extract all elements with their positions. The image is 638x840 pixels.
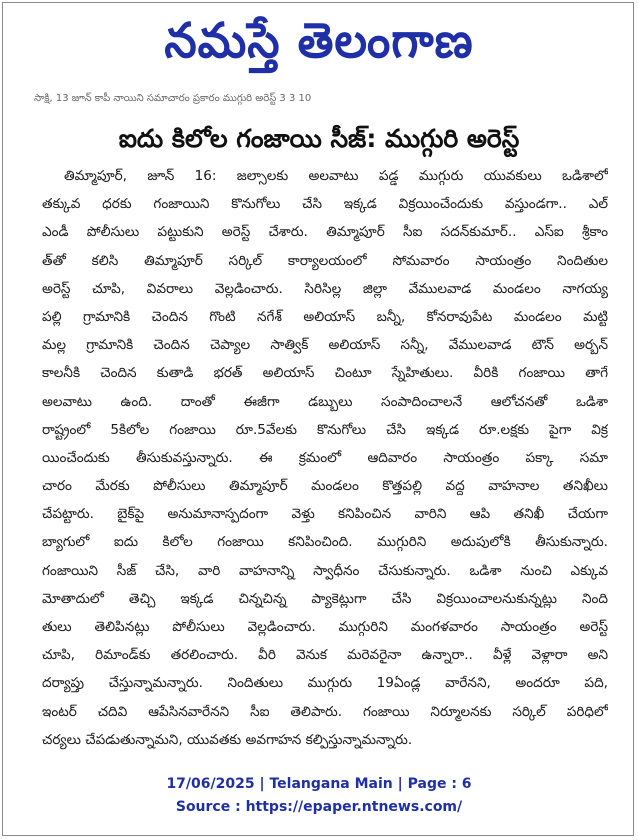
article-line: అలవాటు ఉంది. దాంతో ఈజీగా డబ్బులు సంపాదించాలనే ఆలోచనతో ఒడిశా [42,393,608,410]
article-line: ఎండీ పోలీసులు పట్టుకుని అరెస్ట్ చేశారు. తిమ్మాపూర్ సీఐ సదన్‌కుమార్.. ఎస్ఐ శ్రీకాం [42,224,608,241]
article-line: మోతాదులో తెచ్చి ఇక్కడ చిన్నచిన్న ప్యాకెట్లుగా చేసి విక్రయించాలనుకున్నట్లు నింది [42,590,608,607]
clipped-previous-line: సాక్షి, 13 జూన్ కాపీ నాయిని సమాచారం ప్రకారం ముగ్గురి అరెస్ట్ 3 3 10 [34,93,312,104]
article-headline: ఐదు కిలోల గంజాయి సీజ్: ముగ్గురి అరెస్ట్ [118,124,520,153]
article-line: బ్యాగులో ఐదు కిలోల గంజాయి కనిపించింది. ముగ్గురిని అదుపులోకి తీసుకున్నారు. [42,534,608,551]
article-line: చర్యలు చేపడుతున్నామని, యువతకు అవగాహన కల్పిస్తున్నామన్నారు. [42,731,413,748]
article-line: గంజాయిని సీజ్ చేసి, వారి వాహనాన్ని స్వాధీనం చేసుకున్నారు. ఒడిశా నుంచి ఎక్కువ [42,562,608,579]
article-line: తక్కువ ధరకు గంజాయిని కొనుగోలు చేసి ఇక్కడ విక్రయించేందుకు వస్తుండగా.. ఎల్ [42,196,608,213]
article-line: దర్యాప్తు చేస్తున్నామన్నారు. నిందితులు ముగ్గురు 19ఏండ్ల వారేనని, అందరూ పది, [42,675,608,692]
newspaper-masthead [0,8,638,72]
source-link[interactable]: Source : https://epaper.ntnews.com/ [175,799,463,815]
article-line: కాలనీకి చెందిన కుతాడి భరత్ అలియాస్ చింటూ స్నేహితులు. వీరికి గంజాయి తాగే [42,365,608,382]
article-line: అరెస్ట్ చూపి, వివరాలు వెల్లడించారు. సిరిసిల్ల జిల్లా వేములవాడ మండలం నాగయ్య [42,280,608,297]
article-line: చూపి, రిమాండ్‌కు తరలించారు. వీరి వెనుక మరెవరైనా ఉన్నారా.. వీళ్లే వెళ్లారా అని [42,647,608,664]
article-line: తులు తెలిపినట్లు పోలీసులు వెల్లడించారు. ముగ్గురిని మంగళవారం సాయంత్రం అరెస్ట్ [42,619,608,635]
article-line: ఇంటర్ చదివి ఆపేసినవారేనని సీఐ తెలిపారు. గంజాయి నిర్మూలనకు సర్కిల్ పరిధిలో [42,703,608,720]
article-body [42,162,608,754]
article-line: చారం మేరకు పోలీసులు తిమ్మాపూర్ మండలం కొత్తపల్లి వద్ద వాహనాల తనిఖీలు [42,478,608,495]
article-line: మల్ల గ్రామానికి చెందిన చెప్యాల సాత్విక్ అలియాస్ సన్నీ, వేములవాడ టౌన్ అర్బన్ [42,337,608,354]
article-line: రాష్ట్రంలో 5కిలోల గంజాయి రూ.5వేలకు కొనుగోలు చేసి ఇక్కడ రూ.లక్షకు పైగా విక్ర [42,421,608,438]
article-line: యించేందుకు తీసుకువస్తున్నారు. ఈ క్రమంలో ఆదివారం సాయంత్రం పక్కా సమా [42,449,608,466]
article-line: తిమ్మాపూర్, జూన్ 16: జల్సాలకు అలవాటు పడ్డ ముగ్గురు యువకులు ఒడిశాలో [64,168,608,184]
article-line: త్‌తో కలిసి తిమ్మాపూర్ సర్కిల్ కార్యాలయంలో సోమవారం సాయంత్రం నిందితుల [42,252,608,269]
article-line: చేపట్టారు. బైక్‌పై అనుమానాస్పదంగా వెళ్తు కనిపించిన వారిని ఆపి తనిఖీ చేయగా [42,506,608,523]
article-line: పల్లి గ్రామానికి చెందిన గొంటి నగేశ్ అలియాస్ బన్నీ, కోనరావుపేట మండలం మట్టి [42,308,608,325]
publication-info: 17/06/2025 | Telangana Main | Page : 6 [166,776,472,792]
masthead-title: నమస్తే తెలంగాణ [164,11,474,69]
